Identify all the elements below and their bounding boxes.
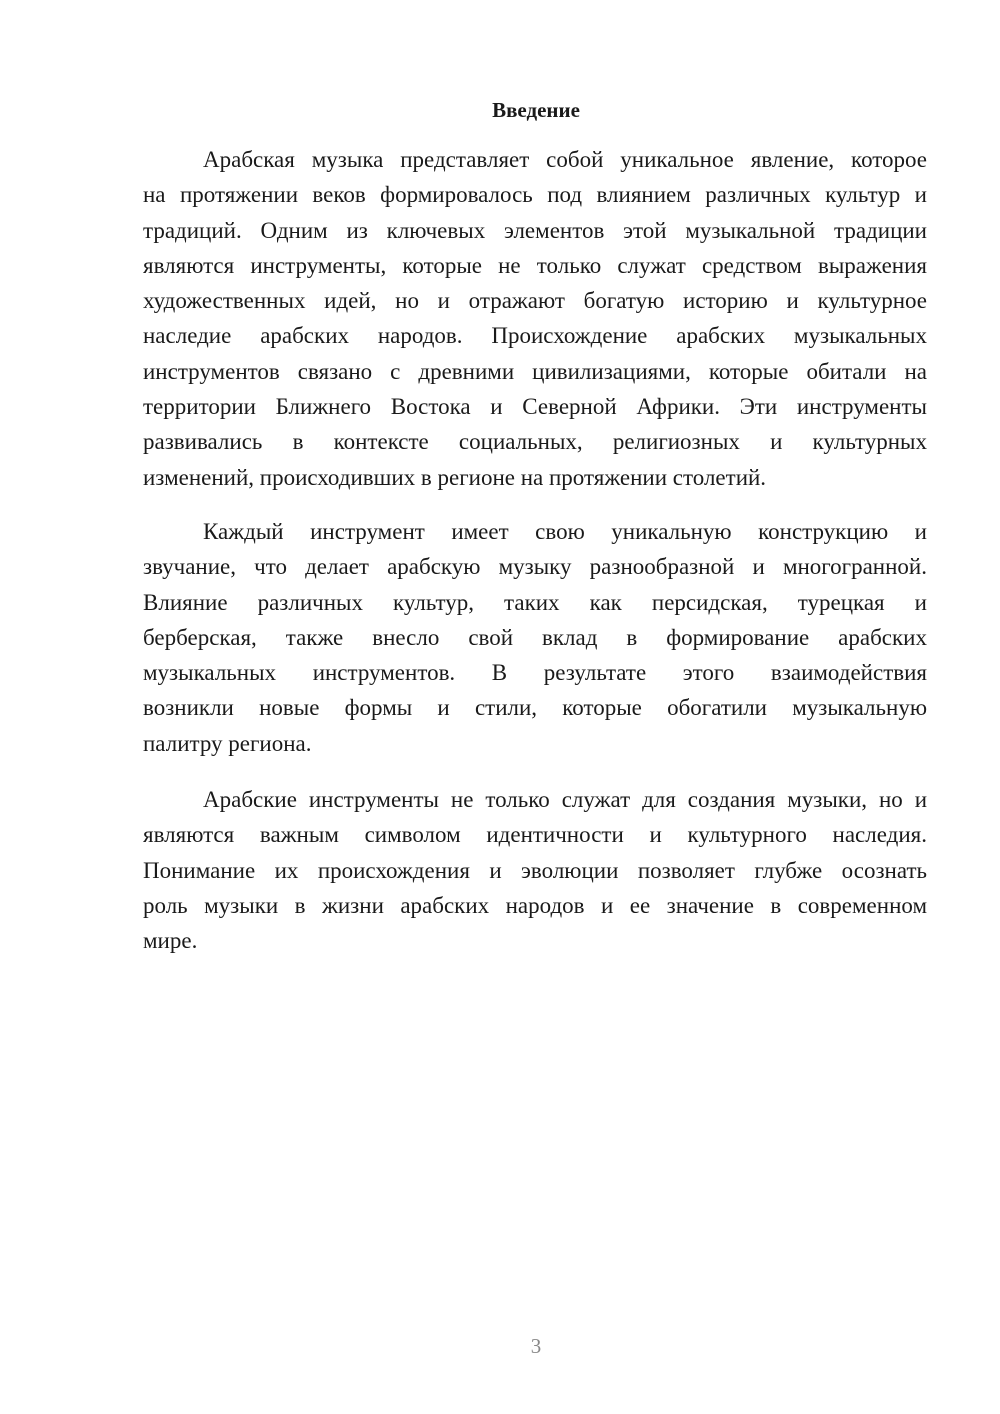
text-line: традиций. Одним из ключевых элементов этой музыкальной традиции <box>143 217 927 243</box>
text-line: роль музыки в жизни арабских народов и ее значение в современном <box>143 892 927 918</box>
text-line: Арабская музыка представляет собой уникальное явление, которое <box>203 147 927 172</box>
text-line: развивались в контексте социальных, религиозных и культурных <box>143 429 927 455</box>
text-line: наследие арабских народов. Происхождение арабских музыкальных <box>143 323 927 349</box>
paragraph <box>143 782 927 958</box>
text-line: Влияние различных культур, таких как персидская, турецкая и <box>143 589 927 615</box>
text-line: художественных идей, но и отражают богатую историю и культурное <box>143 288 927 314</box>
text-line: палитру региона. <box>143 730 312 756</box>
text-line: Понимание их происхождения и эволюции позволяет глубже осознать <box>143 857 927 883</box>
text-line: на протяжении веков формировалось под влиянием различных культур и <box>143 182 927 208</box>
text-line: изменений, происходивших в регионе на протяжении столетий. <box>143 464 767 490</box>
page-number: 3 <box>530 1334 542 1358</box>
paragraph <box>143 514 927 761</box>
paragraph <box>143 142 927 495</box>
text-line: инструментов связано с древними цивилизациями, которые обитали на <box>143 358 927 384</box>
text-line: территории Ближнего Востока и Северной Африки. Эти инструменты <box>143 394 927 420</box>
text-line: звучание, что делает арабскую музыку разнообразной и многогранной. <box>143 554 927 580</box>
text-line: являются инструменты, которые не только служат средством выражения <box>143 252 927 278</box>
text-line: Арабские инструменты не только служат для создания музыки, но и <box>203 787 927 812</box>
text-line: музыкальных инструментов. В результате этого взаимодействия <box>143 660 927 686</box>
text-line: мире. <box>143 928 198 954</box>
text-line: возникли новые формы и стили, которые обогатили музыкальную <box>143 695 927 721</box>
section-title: Введение <box>492 98 580 122</box>
text-line: берберская, также внесло свой вклад в формирование арабских <box>143 624 927 650</box>
text-line: являются важным символом идентичности и культурного наследия. <box>143 822 927 848</box>
text-line: Каждый инструмент имеет свою уникальную конструкцию и <box>203 519 927 544</box>
